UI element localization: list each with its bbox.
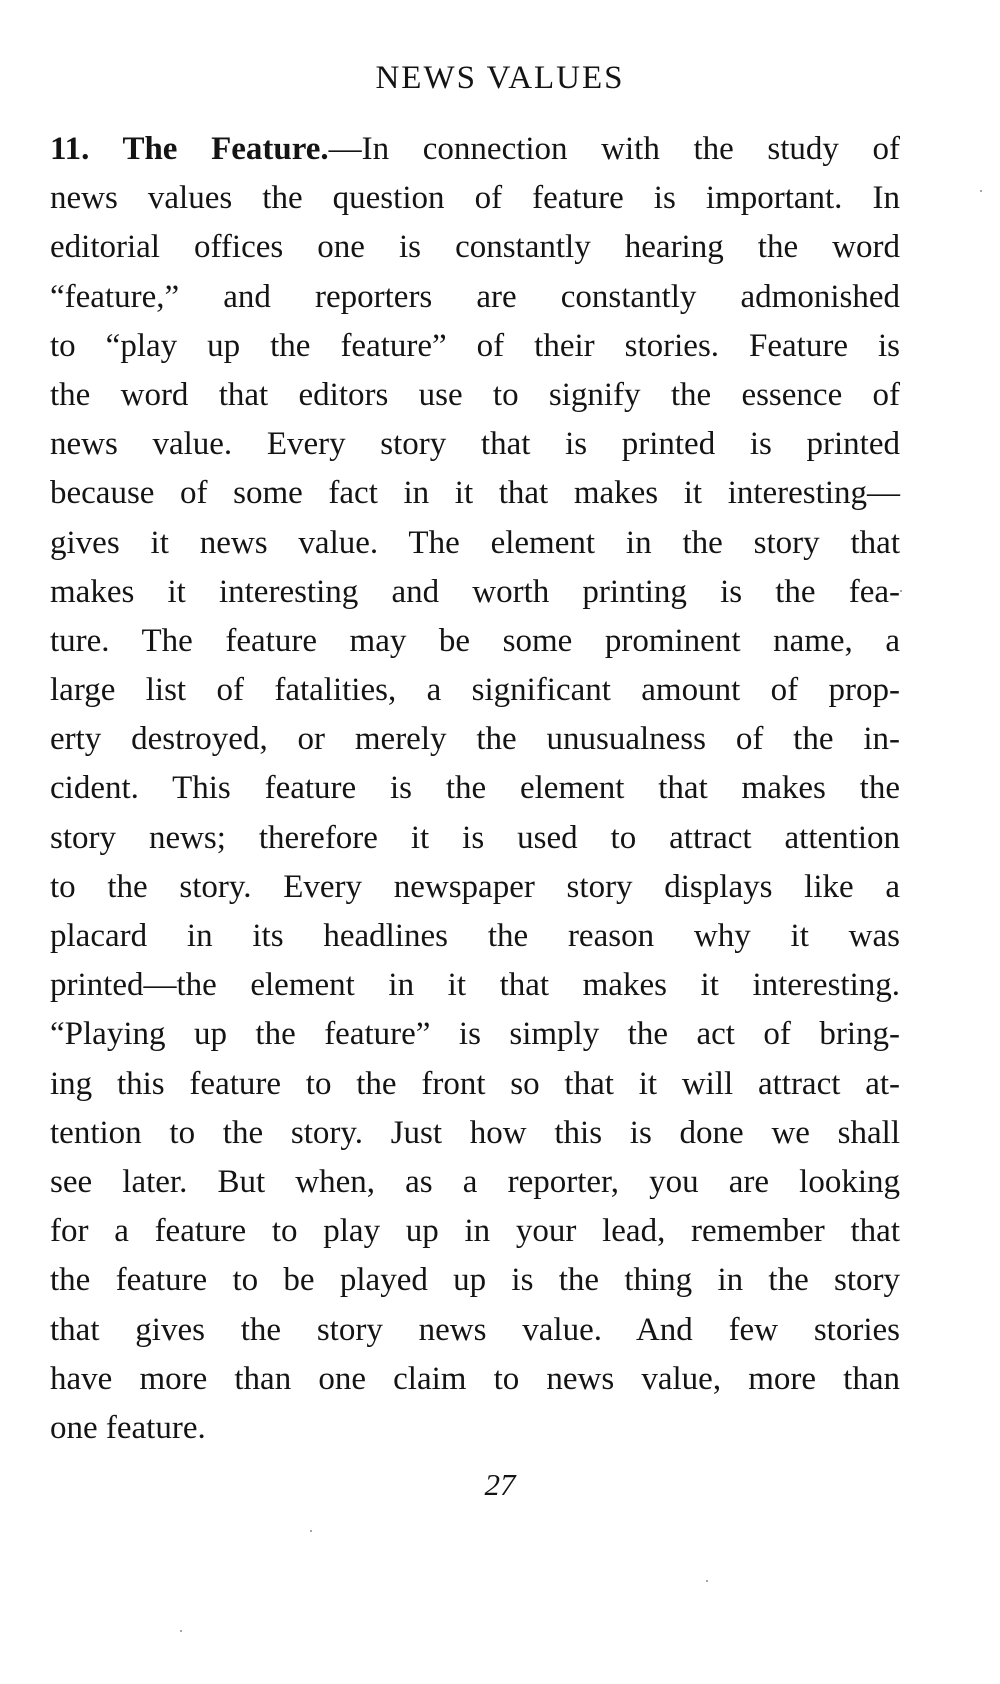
text-line: news values the question of feature is important. In: [50, 180, 900, 217]
text-line: to “play up the feature” of their stories. Feature is: [50, 327, 900, 364]
text-line: editorial offices one is constantly hearing the word: [50, 229, 900, 266]
text-line: see later. But when, as a reporter, you are looking: [50, 1163, 900, 1200]
text-line: ing this feature to the front so that it will attract at-: [50, 1065, 900, 1102]
text-line: cident. This feature is the element that makes the: [50, 770, 900, 807]
section-body: [50, 125, 900, 1453]
text-line: ture. The feature may be some prominent name, a: [50, 622, 900, 659]
text-line: “Playing up the feature” is simply the act of bring-: [50, 1016, 900, 1053]
text-line: “feature,” and reporters are constantly admonished: [50, 278, 900, 315]
text-line: that gives the story news value. And few stories: [50, 1311, 900, 1348]
text-line: printed—the element in it that makes it interesting.: [50, 967, 900, 1004]
text-line: [50, 125, 900, 174]
paper-speck: [900, 590, 902, 592]
text-line: placard in its headlines the reason why it was: [50, 918, 900, 954]
text-line: for a feature to play up in your lead, remember that: [50, 1213, 900, 1250]
text-line: large list of fatalities, a significant amount of prop-: [50, 672, 900, 709]
text-line: erty destroyed, or merely the unusualness of the in-: [50, 721, 900, 758]
paper-speck: [980, 190, 982, 192]
text-line: have more than one claim to news value, more than: [50, 1360, 900, 1397]
text-line: to the story. Every newspaper story displays like a: [50, 868, 900, 905]
running-head: NEWS VALUES: [375, 60, 625, 96]
text-line: story news; therefore it is used to attract attention: [50, 819, 900, 856]
paper-speck: [310, 1530, 312, 1532]
text-line: the feature to be played up is the thing in the story: [50, 1262, 900, 1299]
text-line: makes it interesting and worth printing is the fea-: [50, 573, 900, 610]
text-line-last: one feature.: [50, 1409, 206, 1446]
text-line-content: —In connection with the study of: [328, 131, 900, 167]
text-line: because of some fact in it that makes it interesting—: [50, 475, 900, 512]
page-number: 27: [484, 1467, 516, 1502]
section-heading: 11. The Feature.: [50, 131, 329, 167]
paper-speck: [706, 1580, 708, 1582]
paper-speck: [180, 1630, 182, 1632]
text-line: gives it news value. The element in the story that: [50, 524, 900, 561]
text-line: the word that editors use to signify the essence of: [50, 376, 900, 413]
text-line: tention to the story. Just how this is done we shall: [50, 1114, 900, 1151]
text-line: news value. Every story that is printed is printed: [50, 426, 900, 463]
